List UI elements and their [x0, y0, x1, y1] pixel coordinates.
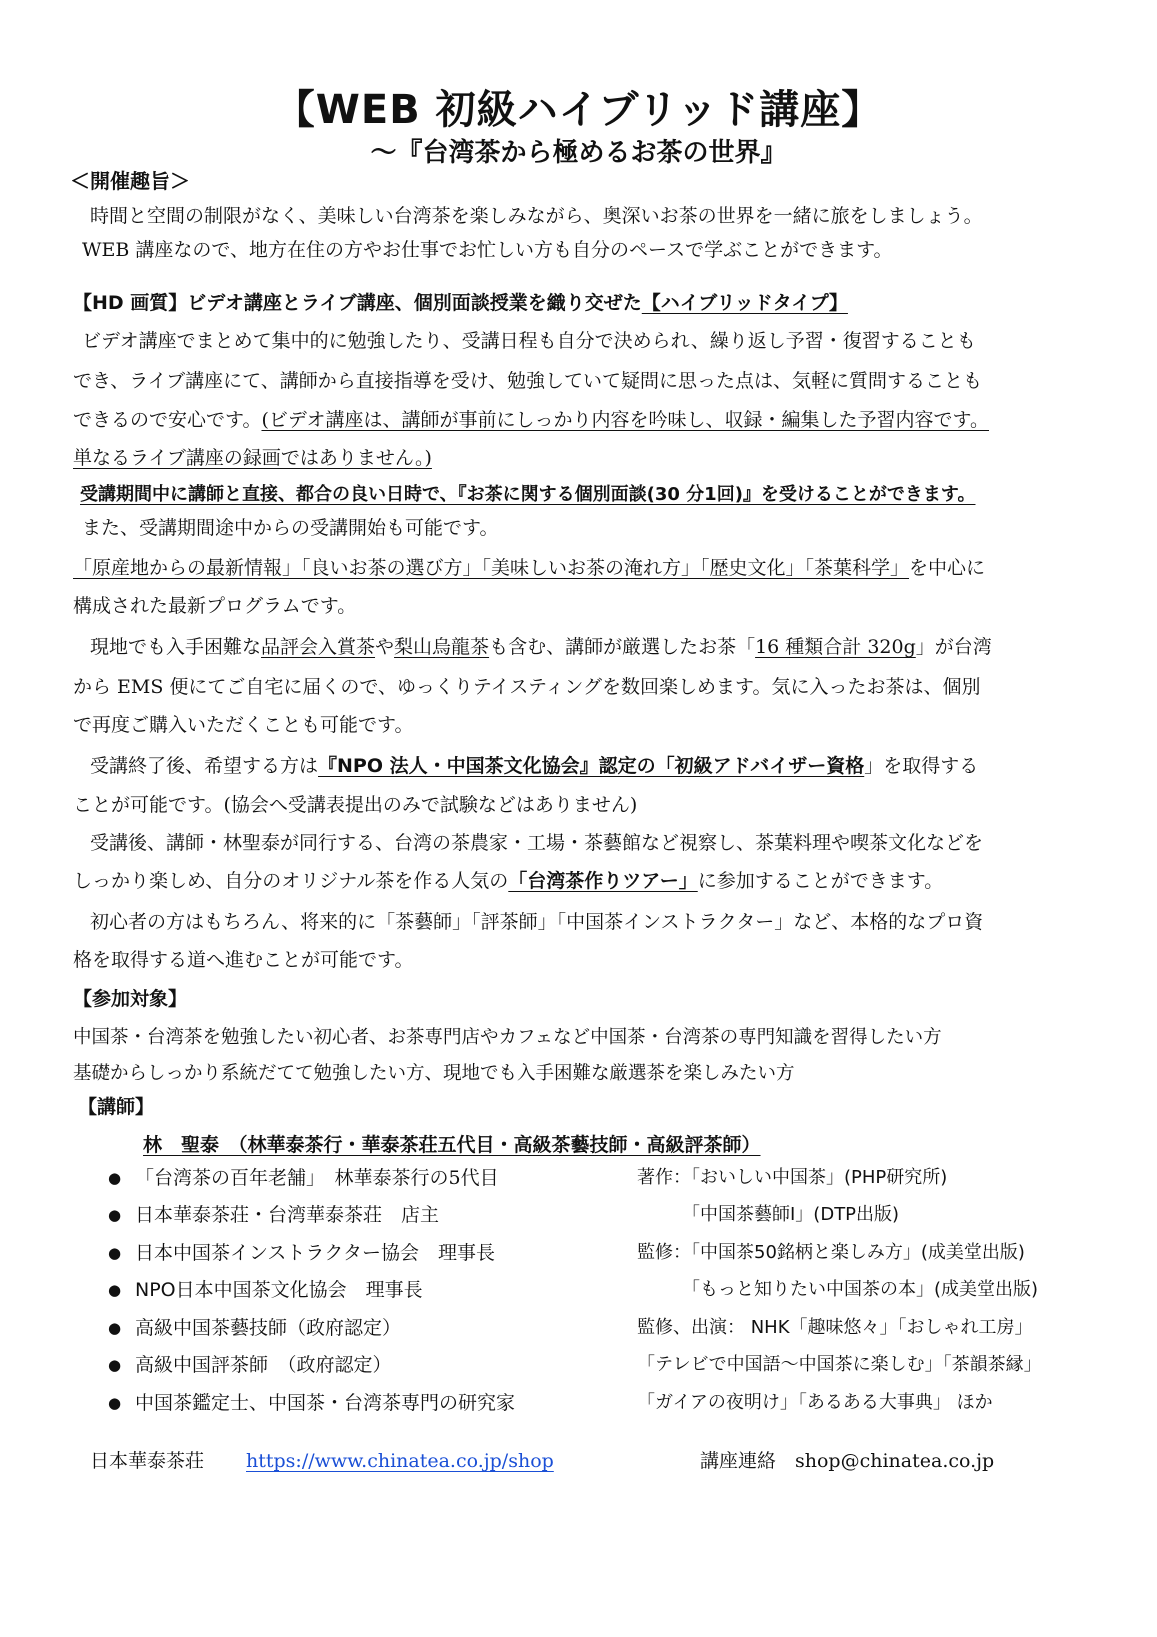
shop-url-link[interactable]: https://www.chinatea.co.jp/shop [246, 1450, 554, 1472]
hybrid-line-3b: (ビデオ講座は、講師が事前にしっかり内容を吟味し、収録・編集した予習内容です。 [261, 409, 989, 431]
bullet-icon: ● [108, 1394, 122, 1412]
hybrid-line-4: 単なるライブ講座の録画ではありません。) [73, 447, 432, 469]
hybrid-heading-type: 【ハイブリッドタイプ】 [641, 292, 848, 314]
hybrid-line-12c: 」を取得する [864, 755, 979, 777]
publication-item: 「中国茶藝師Ⅰ」(DTP出版) [637, 1204, 900, 1225]
hybrid-line-9a: 現地でも入手困難な [90, 636, 262, 658]
publication-item: 監修、出演： NHK「趣味悠々」「おしゃれ工房」 [637, 1317, 1033, 1338]
publication-item: 「ガイアの夜明け」「あるある大事典」 ほか [637, 1392, 993, 1413]
hybrid-line-7 [73, 554, 985, 582]
publication-item: 監修：「中国茶50銘柄と楽しみ方」(成美堂出版) [637, 1242, 1025, 1263]
hybrid-line-9c: や [375, 636, 395, 658]
hybrid-line-9g: 」が台湾 [915, 636, 992, 658]
purpose-paragraph-2: WEB 講座なので、地方在住の方やお仕事でお忙しい方も自分のペースで学ぶことができます。 [82, 239, 893, 261]
purpose-heading: ＜開催趣旨＞ [70, 169, 190, 193]
target-line-2: 基礎からしっかり系統だてて勉強したい方、現地でも入手困難な厳選茶を楽しみたい方 [73, 1063, 795, 1084]
tea-making-tour: 「台湾茶作りツアー」 [508, 870, 698, 892]
hybrid-line-9 [90, 633, 992, 661]
credential-item: 日本華泰茶荘・台湾華泰茶荘 店主 [135, 1204, 440, 1226]
hybrid-line-6: また、受講期間途中からの受講開始も可能です。 [82, 517, 499, 539]
bullet-icon: ● [108, 1319, 122, 1337]
credential-item: 日本中国茶インストラクター協会 理事長 [135, 1242, 496, 1264]
page-subtitle: 〜『台湾茶から極めるお茶の世界』 [370, 138, 787, 168]
publication-item: 著作：「おいしい中国茶」(PHP研究所) [637, 1167, 948, 1188]
credential-item: NPO日本中国茶文化協会 理事長 [135, 1279, 423, 1301]
credential-item: 高級中国評茶師 （政府認定） [135, 1354, 392, 1376]
credential-item: 高級中国茶藝技師（政府認定） [135, 1317, 402, 1339]
purpose-paragraph-1: 時間と空間の制限がなく、美味しい台湾茶を楽しみながら、奥深いお茶の世界を一緒に旅をしましょう。 [90, 205, 983, 227]
hybrid-line-8: 構成された最新プログラムです。 [73, 595, 357, 617]
advisor-qualification: 『NPO 法人・中国茶文化協会』認定の「初級アドバイザー資格 [318, 755, 865, 777]
publication-item: 「もっと知りたい中国茶の本」(成美堂出版) [637, 1279, 1039, 1300]
hybrid-line-15a: しっかり楽しめ、自分のオリジナル茶を作る人気の [73, 870, 509, 892]
bullet-icon: ● [108, 1206, 122, 1224]
hybrid-line-14: 受講後、講師・林聖泰が同行する、台湾の茶農家・工場・茶藝館など視察し、茶葉料理や喫茶文化などを [90, 832, 984, 854]
instructor-name: 林 聖泰 （林華泰茶行・華泰茶荘五代目・高級茶藝技師・高級評茶師） [143, 1134, 761, 1156]
program-topics: 「原産地からの最新情報」「良いお茶の選び方」「美味しいお茶の淹れ方」「歴史文化」「茶葉科学」 [73, 557, 910, 579]
hybrid-line-1: ビデオ講座でまとめて集中的に勉強したり、受講日程も自分で決められ、繰り返し予習・復習することも [82, 330, 976, 352]
hybrid-heading-main: 【HD 画質】ビデオ講座とライブ講座、個別面談授業を織り交ぜた [73, 292, 642, 314]
hybrid-line-15 [73, 867, 943, 895]
consultation-note: 受講期間中に講師と直接、都合の良い日時で、『お茶に関する個別面談(30 分1回)』を受けることができます。 [80, 484, 976, 505]
page-title: 【WEB 初級ハイブリッド講座】 [274, 87, 883, 133]
hybrid-line-12a: 受講終了後、希望する方は [90, 755, 319, 777]
hybrid-line-11: で再度ご購入いただくことも可能です。 [73, 714, 414, 736]
hybrid-heading [73, 289, 848, 317]
hybrid-line-2: でき、ライブ講座にて、講師から直接指導を受け、勉強していて疑問に思った点は、気軽に質問することも [73, 370, 982, 392]
hybrid-line-10: から EMS 便にてご自宅に届くので、ゆっくりテイスティングを数回楽しめます。気に入ったお茶は、個別 [73, 676, 981, 698]
publication-item: 「テレビで中国語〜中国茶に楽しむ」「茶韻茶縁」 [637, 1354, 1042, 1375]
hybrid-line-3 [73, 406, 989, 434]
hybrid-line-9e: も含む、講師が厳選したお茶「 [489, 636, 756, 658]
credential-item: 「台湾茶の百年老舗」 林華泰茶行の5代目 [135, 1167, 499, 1189]
footer-shop-name: 日本華泰茶荘 [90, 1450, 205, 1472]
footer-contact-label: 講座連絡 [700, 1450, 777, 1472]
bullet-icon: ● [108, 1244, 122, 1262]
hybrid-line-16: 初心者の方はもちろん、将来的に「茶藝師」「評茶師」「中国茶インストラクター」など、本格的なプロ資 [90, 911, 984, 933]
credential-item: 中国茶鑑定士、中国茶・台湾茶専門の研究家 [135, 1392, 516, 1414]
target-line-1: 中国茶・台湾茶を勉強したい初心者、お茶専門店やカフェなど中国茶・台湾茶の専門知識を習得したい方 [73, 1027, 942, 1048]
tea-quantity: 16 種類合計 320g [755, 636, 916, 658]
bullet-icon: ● [108, 1356, 122, 1374]
award-tea: 品評会入賞茶 [261, 636, 376, 658]
hybrid-line-13: ことが可能です。(協会へ受講表提出のみで試験などはありません) [73, 794, 638, 816]
hybrid-line-15c: に参加することができます。 [697, 870, 944, 892]
hybrid-line-3a: できるので安心です。 [73, 409, 262, 431]
contact-email[interactable]: shop@chinatea.co.jp [795, 1450, 995, 1472]
hybrid-line-17: 格を取得する道へ進むことが可能です。 [73, 949, 414, 971]
instructor-heading: 【講師】 [78, 1096, 155, 1118]
hybrid-line-7b: を中心に [909, 557, 986, 579]
hybrid-line-12 [90, 752, 978, 780]
bullet-icon: ● [108, 1169, 122, 1187]
lishan-oolong: 梨山烏龍茶 [394, 636, 490, 658]
bullet-icon: ● [108, 1281, 122, 1299]
target-heading: 【参加対象】 [73, 988, 188, 1010]
